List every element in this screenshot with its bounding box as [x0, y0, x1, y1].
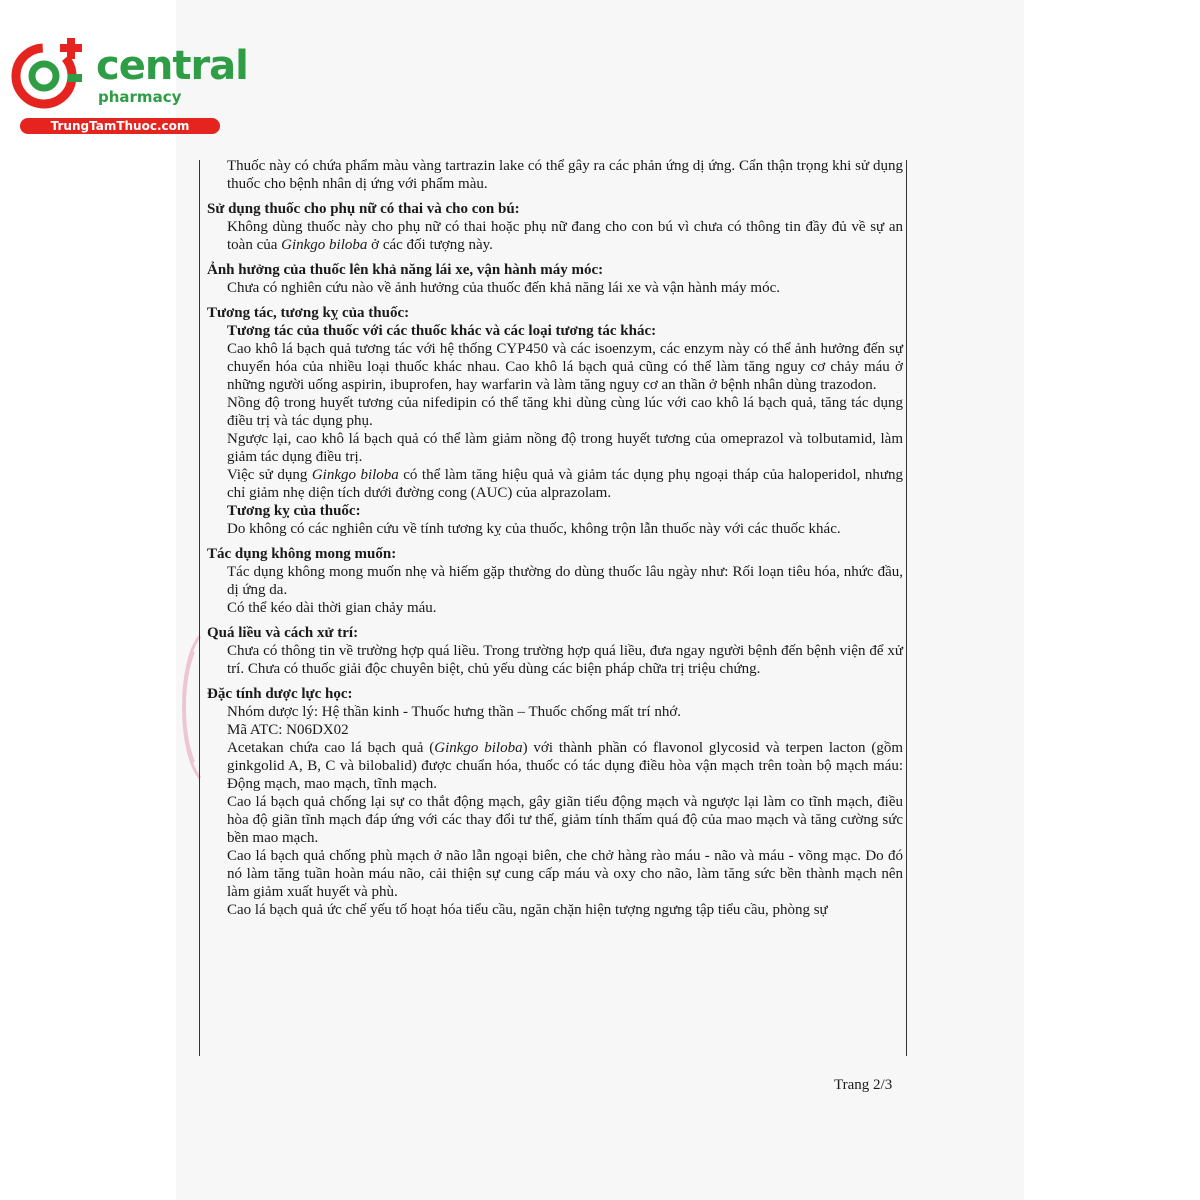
paragraph-adverse-1: Tác dụng không mong muốn nhẹ và hiếm gặp thường do dùng thuốc lâu ngày như: Rối loạn tiêu hóa, nhức đầu, dị ứng da. [227, 564, 903, 598]
heading-overdose: Quá liều và cách xử trí: [207, 625, 359, 641]
paragraph-interaction-2: Nồng độ trong huyết tương của nifedipin có thể tăng khi dùng cùng lúc với cao khô lá bạch quả, tăng tác dụng điều trị và tác dụng phụ. [227, 395, 903, 429]
brand-logo[interactable] [10, 38, 248, 138]
heading-pharmacodynamics: Đặc tính dược lực học: [207, 686, 353, 702]
central-pharmacy-logo-icon [10, 38, 88, 112]
brand-subtitle: pharmacy [98, 88, 182, 106]
heading-driving: Ảnh hưởng của thuốc lên khả năng lái xe, vận hành máy móc: [207, 262, 604, 278]
paragraph-adverse-2: Có thể kéo dài thời gian chảy máu. [227, 600, 437, 616]
paragraph-incompatibility: Do không có các nghiên cứu về tính tương kỵ của thuốc, không trộn lẫn thuốc này với các thuốc khác. [227, 521, 841, 537]
heading-pregnancy: Sử dụng thuốc cho phụ nữ có thai và cho con bú: [207, 201, 520, 217]
italic-species: Ginkgo biloba [434, 740, 523, 756]
text: ở các đối tượng này. [367, 237, 493, 253]
paragraph-pharma-4: Cao lá bạch quả ức chế yếu tố hoạt hóa tiểu cầu, ngăn chặn hiện tượng ngưng tập tiểu cầu, phòng sự [227, 902, 828, 918]
paragraph-overdose: Chưa có thông tin về trường hợp quá liều. Trong trường hợp quá liều, đưa ngay người bệnh đến bệnh viện để xử trí. Chưa có thuốc giải độc chuyên biệt, chủ yếu dùng các biện pháp chữa trị triệu chứng. [227, 643, 903, 677]
text: ) với thành phần có flavonol glycosid và terpen lacton (gồm ginkgolid A, B, C và bilobalid) được chuẩn hóa, thuốc có tác dụng điều hòa vận mạch trên toàn bộ mạch máu: Động mạch, mao mạch, tĩnh mạch. [227, 740, 903, 792]
subheading-incompatibility: Tương kỵ của thuốc: [227, 503, 361, 519]
text: Không dùng thuốc này cho phụ nữ có thai hoặc phụ nữ đang cho con bú vì chưa có thông tin đầy đủ về sự an toàn của [227, 219, 903, 253]
heading-adverse-effects: Tác dụng không mong muốn: [207, 546, 397, 562]
brand-url[interactable]: TrungTamThuoc.com [20, 118, 220, 134]
paragraph-interaction-4 [207, 466, 903, 502]
paragraph-interaction-1: Cao khô lá bạch quả tương tác với hệ thống CYP450 và các isoenzym, các enzym này có thể ảnh hưởng đến sự chuyển hóa của nhiều loại thuốc khác nhau. Cao khô lá bạch quả cũng có thể làm tăng nguy cơ chảy máu ở những người uống aspirin, ibuprofen, hay warfarin và làm tăng nguy cơ an thần ở bệnh nhân dùng trazodon. [227, 341, 903, 393]
page-number: Trang 2/3 [834, 1077, 893, 1093]
paragraph-tartrazin: Thuốc này có chứa phẩm màu vàng tartrazin lake có thể gây ra các phản ứng dị ứng. Cẩn thận trọng khi sử dụng thuốc cho bệnh nhân dị ứng với phẩm màu. [227, 158, 903, 192]
italic-species: Ginkgo biloba [281, 237, 368, 253]
document-body [207, 157, 903, 919]
paragraph-interaction-3: Ngược lại, cao khô lá bạch quả có thể làm giảm nồng độ trong huyết tương của omeprazol và tolbutamid, làm giảm tác dụng điều trị. [227, 431, 903, 465]
paragraph-driving: Chưa có nghiên cứu nào về ảnh hưởng của thuốc đến khả năng lái xe và vận hành máy móc. [227, 280, 780, 296]
text: Acetakan chứa cao lá bạch quả ( [227, 740, 435, 756]
paragraph-pharma-2: Cao lá bạch quả chống lại sự co thắt động mạch, gây giãn tiểu động mạch và ngược lại làm co tĩnh mạch, điều hòa độ giãn tĩnh mạch đáp ứng với các thay đổi tư thế, giảm tính thấm quá độ của mao mạch và tăng cường sức bền mao mạch. [227, 794, 903, 846]
paragraph-pregnancy [207, 218, 903, 254]
italic-species: Ginkgo biloba [311, 467, 399, 483]
paragraph-pharma-group: Nhóm dược lý: Hệ thần kinh - Thuốc hưng thần – Thuốc chống mất trí nhớ. [227, 704, 681, 720]
text: Việc sử dụng [227, 467, 312, 483]
heading-interactions: Tương tác, tương kỵ của thuốc: [207, 305, 410, 321]
text: có thể làm tăng hiệu quả và giảm tác dụng phụ ngoại tháp của haloperidol, nhưng chỉ giảm nhẹ diện tích dưới đường cong (AUC) của alprazolam. [227, 467, 903, 501]
paragraph-pharma-1 [207, 739, 903, 793]
brand-name: central [96, 43, 248, 89]
faded-stamp-mark [172, 632, 202, 782]
paragraph-pharma-3: Cao lá bạch quả chống phù mạch ở não lẫn ngoại biên, che chở hàng rào máu - não và máu - võng mạc. Do đó nó làm tăng tuần hoàn máu não, cải thiện sự cung cấp máu và oxy cho não, làm tăng sức bền thành mạch nên làm giảm xuất huyết và phù. [227, 848, 903, 900]
subheading-drug-interactions: Tương tác của thuốc với các thuốc khác và các loại tương tác khác: [227, 323, 657, 339]
paragraph-atc-code: Mã ATC: N06DX02 [227, 722, 349, 738]
